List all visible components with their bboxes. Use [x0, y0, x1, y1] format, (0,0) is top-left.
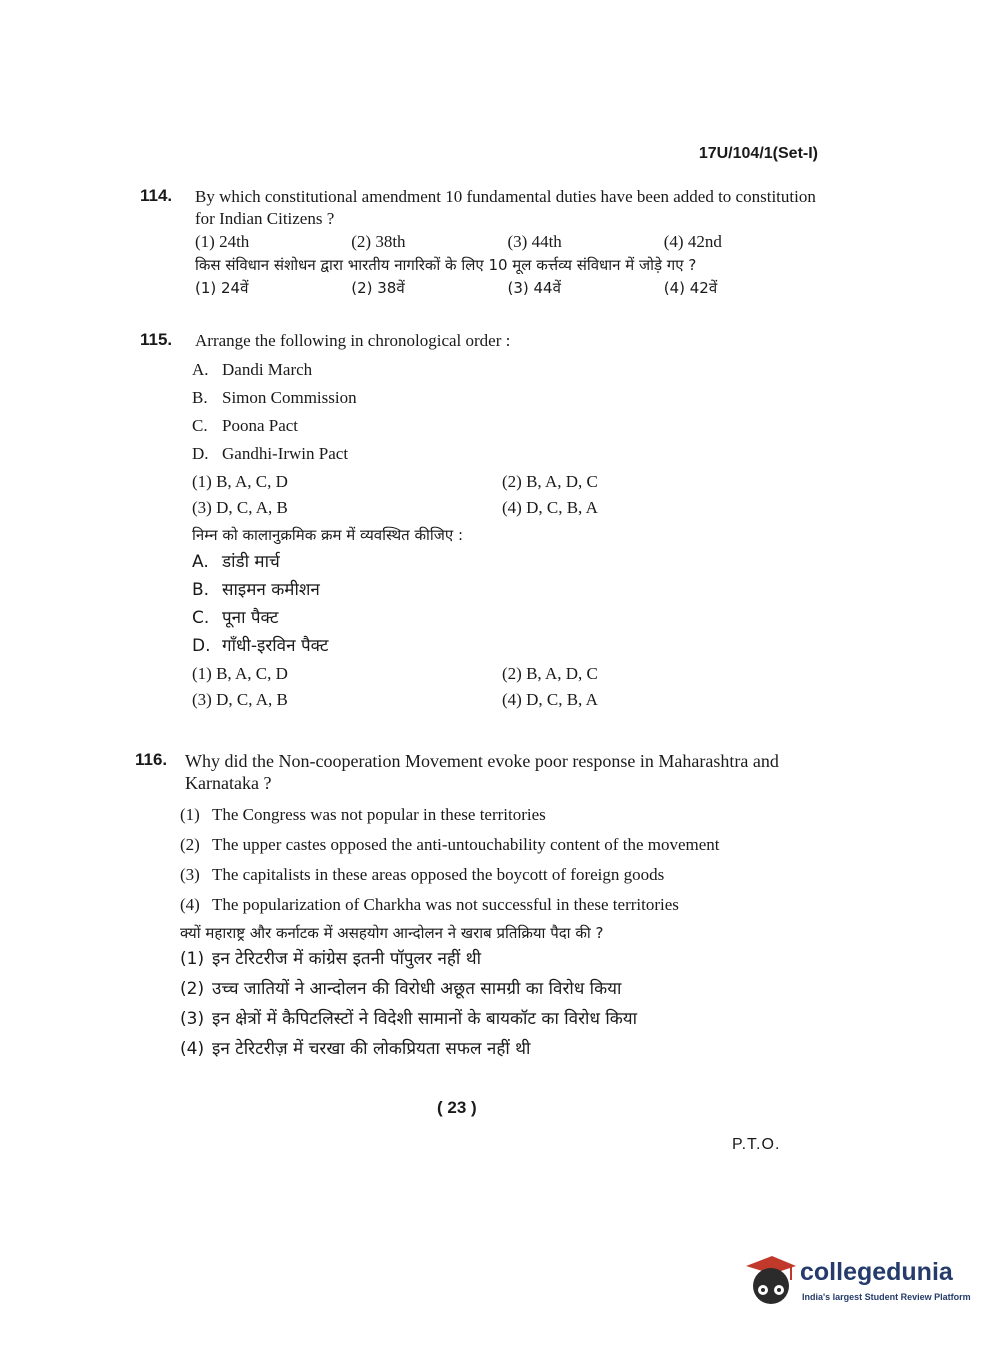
option: (4) The popularization of Charkha was not successful in these territories	[180, 895, 679, 914]
option: (2) 38वें	[351, 279, 405, 297]
options-hi	[195, 278, 820, 298]
question-number: 116.	[135, 750, 168, 769]
option: (3) D, C, A, B	[192, 498, 288, 517]
list-item: A. डांडी मार्च	[192, 552, 280, 572]
logo-tagline: India's largest Student Review Platform	[802, 1292, 971, 1302]
option: (3) 44th	[507, 232, 562, 251]
list-item: B. साइमन कमीशन	[192, 580, 320, 600]
logo-name: collegedunia	[800, 1258, 953, 1286]
option: (4) D, C, B, A	[502, 690, 598, 709]
question-text-en: Arrange the following in chronological order :	[195, 331, 511, 350]
list-item: D. गाँधी-इरविन पैक्ट	[192, 636, 329, 656]
options-en	[192, 472, 820, 518]
option: (1) 24वें	[195, 279, 249, 297]
options-en	[135, 800, 815, 920]
question-number: 114.	[140, 186, 173, 205]
option: (1) B, A, C, D	[192, 472, 288, 491]
pto-label: P.T.O.	[732, 1136, 781, 1153]
list-item: A. Dandi March	[192, 360, 313, 379]
option: (4) इन टेरिटरीज़ में चरखा की लोकप्रियता सफल नहीं थी	[180, 1039, 531, 1059]
option: (3) D, C, A, B	[192, 690, 288, 709]
option: (2) 38th	[351, 232, 406, 251]
collegedunia-logo[interactable]	[742, 1252, 972, 1312]
option: (2) उच्च जातियों ने आन्दोलन की विरोधी अछूत सामग्री का विरोध किया	[180, 979, 622, 999]
question-114	[140, 186, 820, 298]
option: (3) इन क्षेत्रों में कैपिटलिस्टों ने विदेशी सामानों के बायकॉट का विरोध किया	[180, 1009, 638, 1029]
question-text-en: Why did the Non-cooperation Movement evoke poor response in Maharashtra and Karnataka ?	[185, 751, 779, 793]
option: (4) 42वें	[663, 279, 718, 297]
list-item: B. Simon Commission	[192, 388, 357, 407]
question-text-hi: निम्न को कालानुक्रमिक क्रम में व्यवस्थित कीजिए :	[192, 526, 464, 544]
list-item: D. Gandhi-Irwin Pact	[192, 444, 349, 463]
list-item: C. Poona Pact	[192, 416, 299, 435]
option: (1) B, A, C, D	[192, 664, 288, 683]
question-text-hi: क्यों महाराष्ट्र और कर्नाटक में असहयोग आन्दोलन ने खराब प्रतिक्रिया पैदा की ?	[180, 924, 604, 942]
options-en	[195, 232, 820, 252]
option: (4) 42nd	[663, 232, 722, 251]
option: (4) D, C, B, A	[502, 498, 598, 517]
option: (1) इन टेरिटरीज में कांग्रेस इतनी पॉपुलर नहीं थी	[180, 949, 481, 969]
mascot-icon	[742, 1252, 798, 1312]
options-hi	[135, 944, 815, 1064]
paper-code: 17U/104/1(Set-I)	[698, 145, 818, 162]
question-text-en: By which constitutional amendment 10 fundamental duties have been added to constitution for Indian Citizens ?	[195, 187, 816, 228]
options-hi	[192, 664, 820, 710]
option: (2) The upper castes opposed the anti-untouchability content of the movement	[180, 835, 720, 854]
option: (3) 44वें	[507, 279, 561, 297]
question-number: 115.	[140, 330, 173, 349]
option: (3) The capitalists in these areas opposed the boycott of foreign goods	[180, 865, 665, 884]
option: (2) B, A, D, C	[502, 472, 598, 491]
option: (2) B, A, D, C	[502, 664, 598, 683]
question-116	[135, 750, 815, 1064]
question-text-hi: किस संविधान संशोधन द्वारा भारतीय नागरिकों के लिए 10 मूल कर्त्तव्य संविधान में जोड़े गए ?	[195, 256, 697, 274]
list-item: C. पूना पैक्ट	[192, 608, 279, 628]
option: (1) 24th	[195, 232, 250, 251]
option: (1) The Congress was not popular in these territories	[180, 805, 546, 824]
question-115	[140, 330, 820, 710]
page-number: ( 23 )	[437, 1098, 477, 1117]
